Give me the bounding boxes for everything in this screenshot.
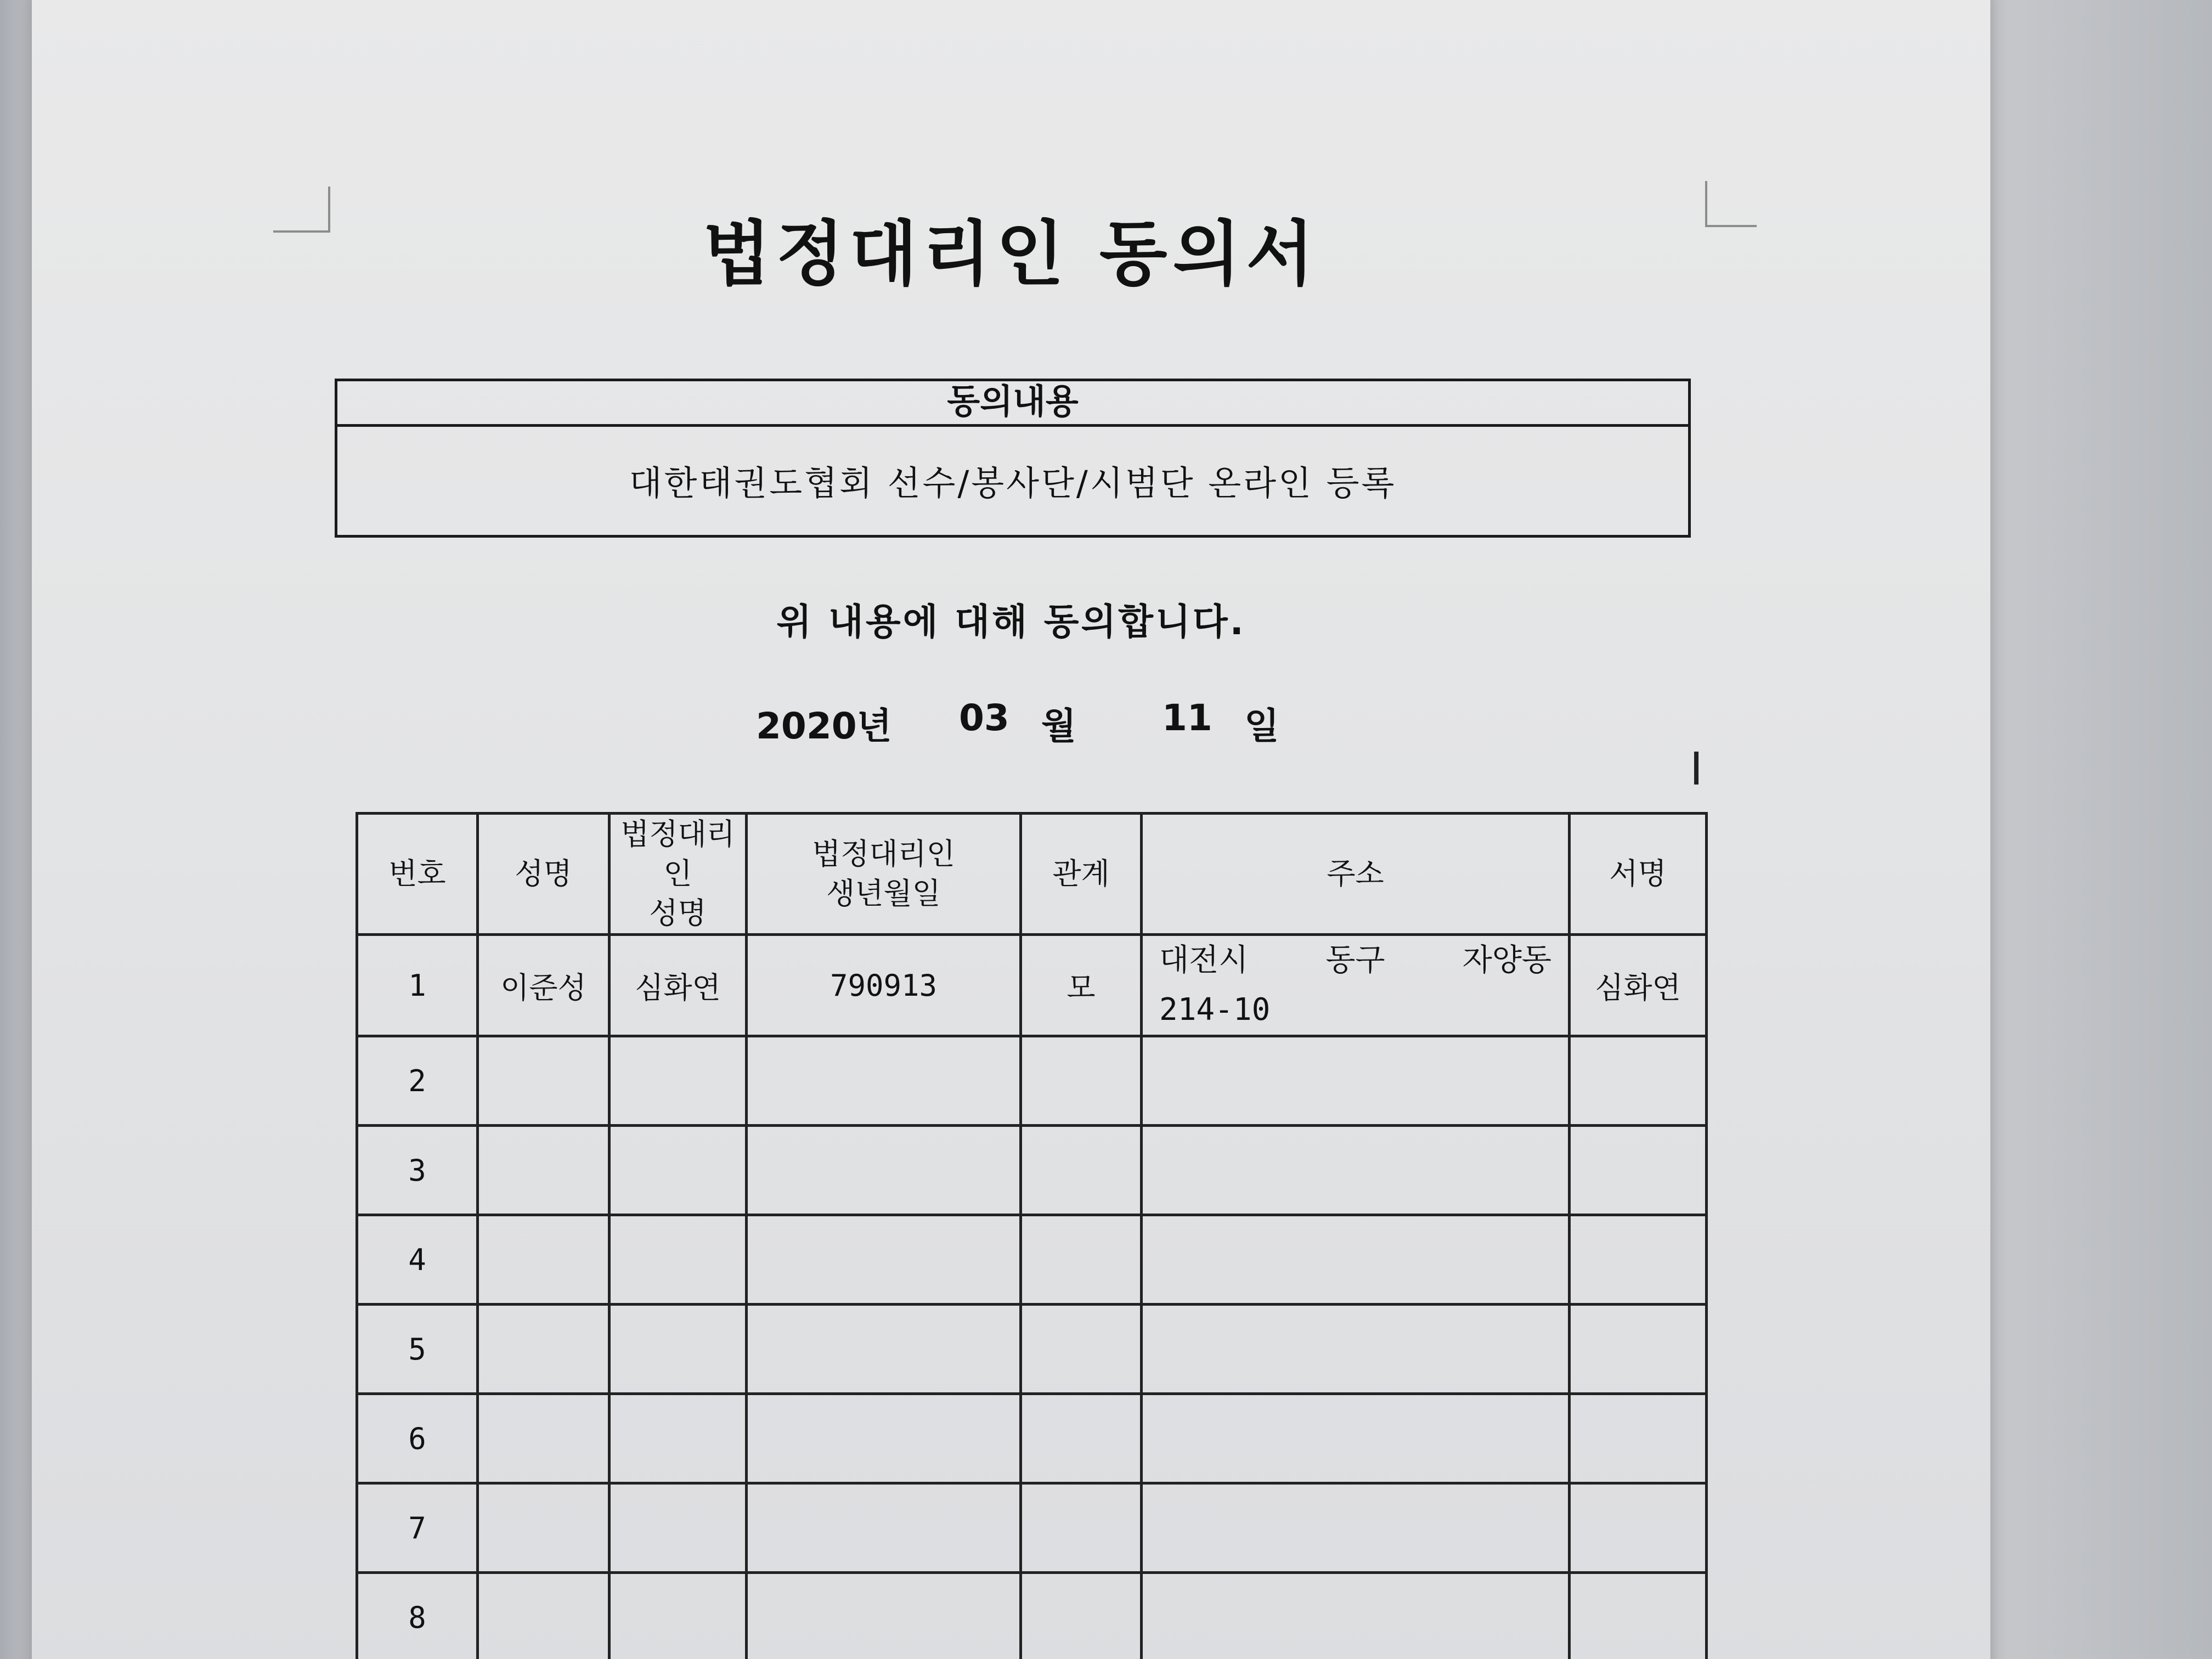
registration-table (356, 812, 1708, 1659)
cell-signature[interactable] (1570, 1036, 1707, 1126)
cell-birth[interactable] (747, 1036, 1021, 1126)
document-title: 법정대리인 동의서 (703, 213, 1319, 295)
cell-signature[interactable] (1570, 1573, 1707, 1659)
cell-relation[interactable]: 모 (1021, 935, 1142, 1036)
cell-number: 2 (357, 1036, 478, 1126)
table-row (357, 1305, 1707, 1394)
header-guardian-birth-line1: 법정대리인 (812, 837, 955, 871)
cell-birth[interactable] (747, 1483, 1021, 1573)
cell-birth[interactable] (747, 1215, 1021, 1305)
table-row (357, 935, 1707, 1036)
cell-guardian[interactable] (610, 1215, 747, 1305)
agree-text: 위 내용에 대해 동의합니다. (776, 601, 1246, 643)
cell-relation[interactable] (1021, 1036, 1142, 1126)
header-relation: 관계 (1021, 814, 1142, 935)
cell-address[interactable] (1142, 1036, 1570, 1126)
cell-guardian[interactable] (610, 1573, 747, 1659)
cell-guardian[interactable]: 심화연 (610, 935, 747, 1036)
cell-guardian[interactable] (610, 1305, 747, 1394)
address-dong: 자양동 (1462, 943, 1551, 978)
table-row (357, 1573, 1707, 1659)
table-row (357, 1483, 1707, 1573)
cell-signature[interactable] (1570, 1483, 1707, 1573)
cell-name[interactable] (478, 1573, 610, 1659)
cell-address[interactable] (1142, 1483, 1570, 1573)
header-guardian-birth-line2: 생년월일 (826, 876, 941, 911)
text-cursor (1694, 752, 1699, 785)
header-name: 성명 (478, 814, 610, 935)
consent-body: 대한태권도협회 선수/봉사단/시범단 온라인 등록 (629, 463, 1397, 503)
cell-birth[interactable] (747, 1126, 1021, 1215)
cell-relation[interactable] (1021, 1305, 1142, 1394)
address-line1 (1159, 936, 1568, 985)
cell-number: 7 (357, 1483, 478, 1573)
cell-birth[interactable] (747, 1573, 1021, 1659)
cell-number: 5 (357, 1305, 478, 1394)
table-row (357, 1215, 1707, 1305)
cell-name[interactable] (478, 1126, 610, 1215)
consent-box (335, 379, 1691, 538)
cell-signature[interactable] (1570, 1394, 1707, 1483)
cell-name[interactable] (478, 1036, 610, 1126)
header-guardian-name-line2: 인 (663, 856, 692, 891)
document-page (32, 0, 1990, 1659)
cell-relation[interactable] (1021, 1126, 1142, 1215)
cell-birth[interactable] (747, 1305, 1021, 1394)
table-row (357, 1394, 1707, 1483)
cell-number: 6 (357, 1394, 478, 1483)
cell-address[interactable] (1142, 1394, 1570, 1483)
cell-number: 1 (357, 935, 478, 1036)
cell-signature[interactable] (1570, 1215, 1707, 1305)
header-signature: 서명 (1570, 814, 1707, 935)
cell-address[interactable] (1142, 1215, 1570, 1305)
cell-guardian[interactable] (610, 1036, 747, 1126)
table-row (357, 1126, 1707, 1215)
table-row (357, 1036, 1707, 1126)
header-number: 번호 (357, 814, 478, 935)
cell-address[interactable] (1142, 1573, 1570, 1659)
cell-number: 3 (357, 1126, 478, 1215)
cell-birth[interactable] (747, 1394, 1021, 1483)
cell-relation[interactable] (1021, 1394, 1142, 1483)
cell-relation[interactable] (1021, 1483, 1142, 1573)
table-header-row (357, 814, 1707, 935)
cell-address[interactable] (1142, 1305, 1570, 1394)
address-detail: 214-10 (1159, 992, 1271, 1028)
cell-number: 8 (357, 1573, 478, 1659)
cell-name[interactable] (478, 1394, 610, 1483)
cell-signature[interactable] (1570, 1305, 1707, 1394)
date-year: 2020년 (756, 705, 892, 747)
cell-number: 4 (357, 1215, 478, 1305)
cell-name[interactable] (478, 1305, 610, 1394)
cell-guardian[interactable] (610, 1483, 747, 1573)
header-guardian-name-line3: 성명 (649, 896, 707, 930)
date-month: 03 (959, 697, 1009, 739)
cell-signature[interactable] (1570, 1126, 1707, 1215)
cell-name[interactable]: 이준성 (478, 935, 610, 1036)
cell-name[interactable] (478, 1483, 610, 1573)
cell-address[interactable] (1142, 935, 1570, 1036)
cell-relation[interactable] (1021, 1215, 1142, 1305)
header-guardian-name (610, 814, 747, 935)
date-day-unit: 일 (1244, 705, 1279, 747)
cell-name[interactable] (478, 1215, 610, 1305)
consent-header: 동의내용 (337, 381, 1688, 427)
address-city: 대전시 (1159, 943, 1249, 978)
cell-relation[interactable] (1021, 1573, 1142, 1659)
cell-guardian[interactable] (610, 1126, 747, 1215)
header-guardian-birth (747, 814, 1021, 935)
cell-signature[interactable]: 심화연 (1570, 935, 1707, 1036)
cell-birth[interactable]: 790913 (747, 935, 1021, 1036)
header-guardian-name-line1: 법정대리 (620, 817, 735, 851)
cell-address[interactable] (1142, 1126, 1570, 1215)
date-month-unit: 월 (1041, 705, 1076, 747)
header-address: 주소 (1142, 814, 1570, 935)
address-district: 동구 (1325, 943, 1385, 978)
date-day: 11 (1162, 697, 1212, 739)
cell-guardian[interactable] (610, 1394, 747, 1483)
